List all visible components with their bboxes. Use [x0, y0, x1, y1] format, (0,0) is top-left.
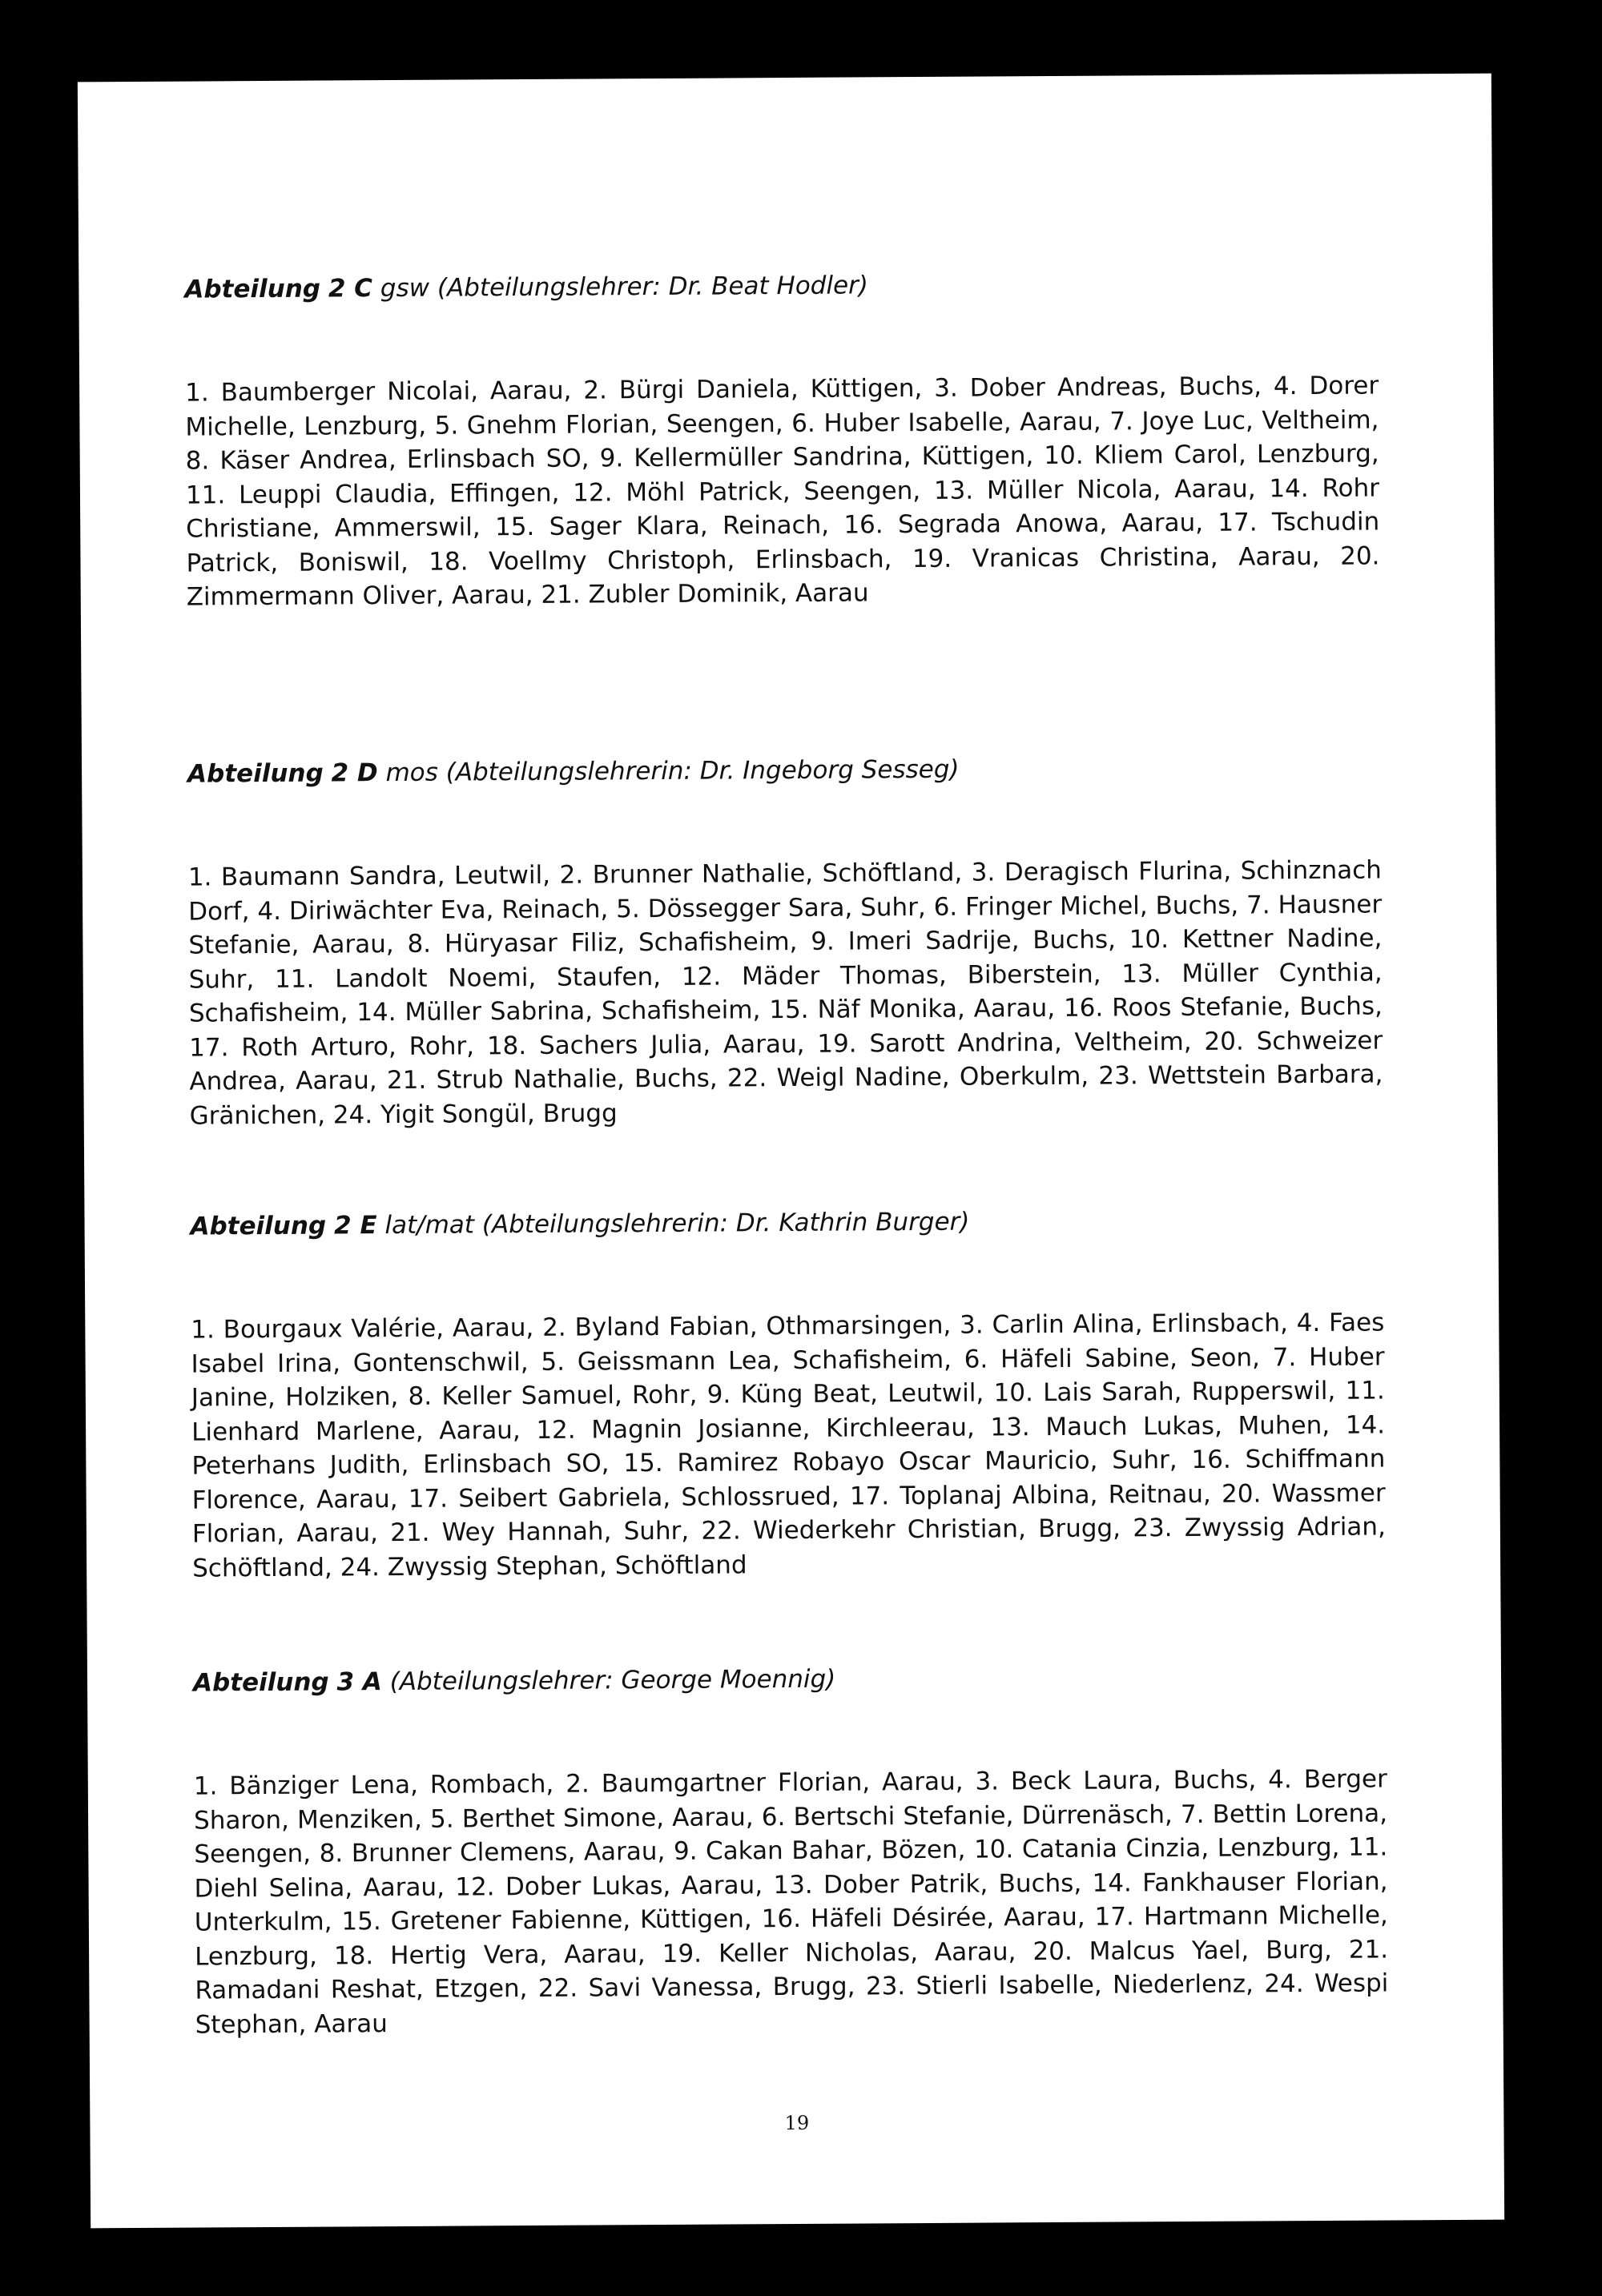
heading-profile: lat/mat [384, 1210, 475, 1240]
heading-profile: gsw [380, 273, 430, 304]
section-heading [184, 267, 1378, 306]
student-list: 1. Baumberger Nicolai, Aarau, 2. Bürgi Daniela, Küttigen, 3. Dober Andreas, Buchs, 4. Dorer Michelle, Lenzburg, 5. Gnehm Florian, Seengen, 6. Huber Isabelle, Aarau, 7. Joye Luc, Veltheim, 8. Käser Andrea, Erlinsbach SO, 9. Kellermüller Sandrina, Küttigen, 10. Kliem Carol, Lenzburg, 11. Leuppi Claudia, Effingen, 12. Möhl Patrick, Seengen, 13. Müller Nicola, Aarau, 14. Rohr Christiane, Ammerswil, 15. Sager Klara, Reinach, 16. Segrada Anowa, Aarau, 17. Tschudin Patrick, Boniswil, 18. Voellmy Christoph, Erlinsbach, 19. Vranicas Christina, Aarau, 20. Zimmermann Oliver, Aarau, 21. Zubler Dominik, Aarau [185, 371, 1380, 612]
heading-teacher: (Abteilungslehrerin: Dr. Kathrin Burger) [481, 1207, 970, 1240]
page-number: 19 [784, 2111, 810, 2135]
section-heading [187, 750, 1381, 790]
heading-label: Abteilung [184, 274, 321, 304]
heading-profile: mos [385, 758, 438, 788]
heading-class: 3 A [336, 1667, 382, 1697]
section-heading [193, 1659, 1387, 1699]
document-page [78, 74, 1504, 2229]
heading-label: Abteilung [192, 1667, 329, 1698]
section-3a [193, 1659, 1389, 2041]
heading-class: 2 C [328, 274, 373, 304]
section-2d [187, 750, 1383, 1132]
section-2e [190, 1203, 1386, 1585]
student-list: 1. Bänziger Lena, Rombach, 2. Baumgartner Florian, Aarau, 3. Beck Laura, Buchs, 4. Berger Sharon, Menziken, 5. Berthet Simone, Aarau, 6. Bertschi Stefanie, Dürrenäsch, 7. Bettin Lorena, Seengen, 8. Brunner Clemens, Aarau, 9. Cakan Bahar, Bözen, 10. Catania Cinzia, Lenzburg, 11. Diehl Selina, Aarau, 12. Dober Lukas, Aarau, 13. Dober Patrik, Buchs, 14. Fankhauser Florian, Unterkulm, 15. Gretener Fabienne, Küttigen, 16. Häfeli Désirée, Aarau, 17. Hartmann Michelle, Lenzburg, 18. Hertig Vera, Aarau, 19. Keller Nicholas, Aarau, 20. Malcus Yael, Burg, 21. Ramadani Reshat, Etzgen, 22. Savi Vanessa, Brugg, 23. Stierli Isabelle, Niederlenz, 24. Wespi Stephan, Aarau [193, 1764, 1389, 2040]
heading-teacher: (Abteilungslehrerin: Dr. Ingeborg Sesseg) [445, 754, 960, 787]
heading-label: Abteilung [190, 1211, 327, 1241]
section-heading [190, 1203, 1383, 1242]
section-2c [184, 267, 1380, 615]
heading-teacher: (Abteilungslehrer: George Moennig) [389, 1664, 836, 1697]
heading-class: 2 E [333, 1211, 377, 1240]
heading-class: 2 D [331, 758, 378, 788]
heading-label: Abteilung [187, 758, 324, 789]
student-list: 1. Bourgaux Valérie, Aarau, 2. Byland Fabian, Othmarsingen, 3. Carlin Alina, Erlinsbach, 4. Faes Isabel Irina, Gontenschwil, 5. Geissmann Lea, Schafisheim, 6. Häfeli Sabine, Seon, 7. Huber Janine, Holziken, 8. Keller Samuel, Rohr, 9. Küng Beat, Leutwil, 10. Lais Sarah, Rupperswil, 11. Lienhard Marlene, Aarau, 12. Magnin Josianne, Kirchleerau, 13. Mauch Lukas, Muhen, 14. Peterhans Judith, Erlinsbach SO, 15. Ramirez Robayo Oscar Mauricio, Suhr, 16. Schiffmann Florence, Aarau, 17. Seibert Gabriela, Schlossrued, 17. Toplanaj Albina, Reitnau, 20. Wassmer Florian, Aarau, 21. Wey Hannah, Suhr, 22. Wiederkehr Christian, Brugg, 23. Zwyssig Adrian, Schöftland, 24. Zwyssig Stephan, Schöftland [191, 1308, 1386, 1583]
student-list: 1. Baumann Sandra, Leutwil, 2. Brunner Nathalie, Schöftland, 3. Deragisch Flurina, Schinznach Dorf, 4. Diriwächter Eva, Reinach, 5. Dössegger Sara, Suhr, 6. Fringer Michel, Buchs, 7. Hausner Stefanie, Aarau, 8. Hüryasar Filiz, Schafisheim, 9. Imeri Sadrije, Buchs, 10. Kettner Nadine, Suhr, 11. Landolt Noemi, Staufen, 12. Mäder Thomas, Biberstein, 13. Müller Cynthia, Schafisheim, 14. Müller Sabrina, Schafisheim, 15. Näf Monika, Aarau, 16. Roos Stefanie, Buchs, 17. Roth Arturo, Rohr, 18. Sachers Julia, Aarau, 19. Sarott Andrina, Veltheim, 20. Schweizer Andrea, Aarau, 21. Strub Nathalie, Buchs, 22. Weigl Nadine, Oberkulm, 23. Wettstein Barbara, Gränichen, 24. Yigit Songül, Brugg [187, 855, 1383, 1131]
heading-teacher: (Abteilungslehrer: Dr. Beat Hodler) [437, 271, 869, 303]
